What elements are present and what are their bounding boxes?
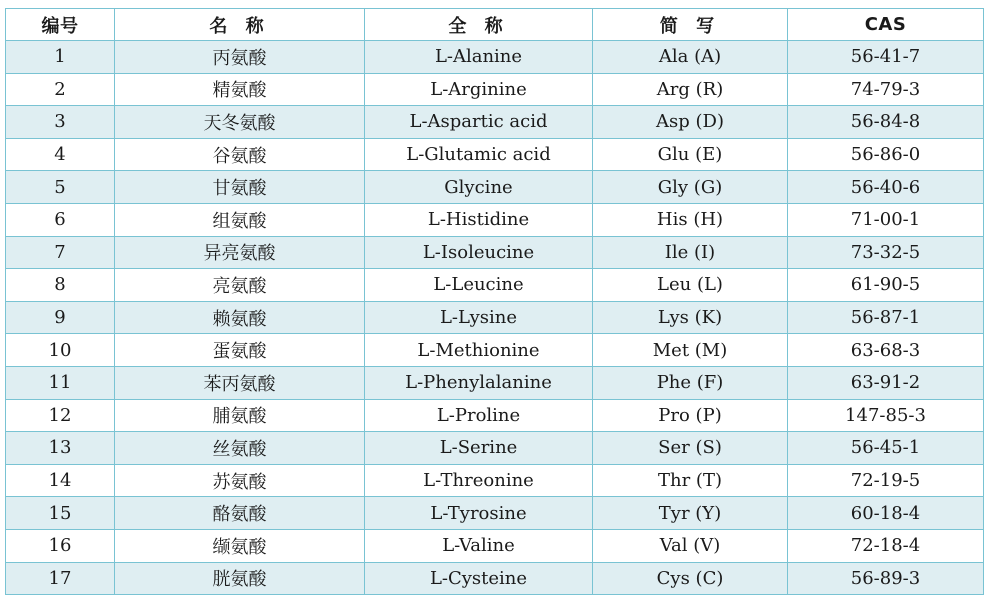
table-body xyxy=(6,41,984,595)
table-row xyxy=(6,366,984,399)
cell-abbreviation: Tyr (Y) xyxy=(593,497,788,530)
cell-abbreviation: Glu (E) xyxy=(593,138,788,171)
table-row xyxy=(6,464,984,497)
cell-chinese-name: 丙氨酸 xyxy=(115,41,365,74)
cell-number: 12 xyxy=(6,399,115,432)
cell-cas-number: 73-32-5 xyxy=(788,236,984,269)
table-row xyxy=(6,73,984,106)
cell-chinese-name: 谷氨酸 xyxy=(115,138,365,171)
cell-cas-number: 74-79-3 xyxy=(788,73,984,106)
table-header xyxy=(6,9,984,41)
cell-full-name: L-Lysine xyxy=(365,301,593,334)
cell-number: 9 xyxy=(6,301,115,334)
cell-cas-number: 56-89-3 xyxy=(788,562,984,595)
cell-number: 5 xyxy=(6,171,115,204)
cell-full-name: L-Proline xyxy=(365,399,593,432)
table-row xyxy=(6,497,984,530)
cell-abbreviation: Phe (F) xyxy=(593,366,788,399)
table-row xyxy=(6,138,984,171)
cell-abbreviation: Cys (C) xyxy=(593,562,788,595)
cell-full-name: L-Glutamic acid xyxy=(365,138,593,171)
cell-chinese-name: 缬氨酸 xyxy=(115,529,365,562)
table-row xyxy=(6,236,984,269)
cell-abbreviation: His (H) xyxy=(593,203,788,236)
table-row xyxy=(6,106,984,139)
cell-number: 4 xyxy=(6,138,115,171)
cell-chinese-name: 异亮氨酸 xyxy=(115,236,365,269)
cell-cas-number: 63-91-2 xyxy=(788,366,984,399)
document-page xyxy=(5,8,983,595)
cell-abbreviation: Ile (I) xyxy=(593,236,788,269)
cell-cas-number: 72-18-4 xyxy=(788,529,984,562)
cell-cas-number: 72-19-5 xyxy=(788,464,984,497)
cell-cas-number: 56-87-1 xyxy=(788,301,984,334)
table-row xyxy=(6,529,984,562)
table-row xyxy=(6,269,984,302)
cell-chinese-name: 苏氨酸 xyxy=(115,464,365,497)
cell-number: 2 xyxy=(6,73,115,106)
cell-cas-number: 147-85-3 xyxy=(788,399,984,432)
cell-number: 14 xyxy=(6,464,115,497)
header-number: 编号 xyxy=(6,9,115,41)
cell-number: 6 xyxy=(6,203,115,236)
cell-cas-number: 61-90-5 xyxy=(788,269,984,302)
cell-chinese-name: 苯丙氨酸 xyxy=(115,366,365,399)
cell-abbreviation: Arg (R) xyxy=(593,73,788,106)
cell-abbreviation: Gly (G) xyxy=(593,171,788,204)
cell-chinese-name: 亮氨酸 xyxy=(115,269,365,302)
amino-acid-table xyxy=(5,8,984,595)
cell-abbreviation: Ala (A) xyxy=(593,41,788,74)
table-row xyxy=(6,562,984,595)
cell-cas-number: 56-40-6 xyxy=(788,171,984,204)
cell-full-name: L-Leucine xyxy=(365,269,593,302)
cell-abbreviation: Ser (S) xyxy=(593,432,788,465)
table-row xyxy=(6,301,984,334)
cell-cas-number: 56-45-1 xyxy=(788,432,984,465)
cell-chinese-name: 甘氨酸 xyxy=(115,171,365,204)
header-abbreviation: 简 写 xyxy=(593,9,788,41)
cell-number: 16 xyxy=(6,529,115,562)
cell-abbreviation: Met (M) xyxy=(593,334,788,367)
cell-chinese-name: 丝氨酸 xyxy=(115,432,365,465)
cell-chinese-name: 天冬氨酸 xyxy=(115,106,365,139)
cell-full-name: L-Isoleucine xyxy=(365,236,593,269)
cell-abbreviation: Lys (K) xyxy=(593,301,788,334)
cell-cas-number: 56-86-0 xyxy=(788,138,984,171)
cell-chinese-name: 酪氨酸 xyxy=(115,497,365,530)
cell-number: 7 xyxy=(6,236,115,269)
cell-abbreviation: Asp (D) xyxy=(593,106,788,139)
header-full-name: 全 称 xyxy=(365,9,593,41)
cell-abbreviation: Thr (T) xyxy=(593,464,788,497)
cell-cas-number: 63-68-3 xyxy=(788,334,984,367)
cell-cas-number: 60-18-4 xyxy=(788,497,984,530)
cell-full-name: L-Cysteine xyxy=(365,562,593,595)
cell-number: 10 xyxy=(6,334,115,367)
cell-cas-number: 56-41-7 xyxy=(788,41,984,74)
cell-full-name: L-Alanine xyxy=(365,41,593,74)
cell-full-name: L-Serine xyxy=(365,432,593,465)
table-row xyxy=(6,432,984,465)
header-name: 名 称 xyxy=(115,9,365,41)
table-row xyxy=(6,41,984,74)
cell-number: 15 xyxy=(6,497,115,530)
table-row xyxy=(6,203,984,236)
cell-number: 17 xyxy=(6,562,115,595)
cell-chinese-name: 赖氨酸 xyxy=(115,301,365,334)
cell-full-name: L-Aspartic acid xyxy=(365,106,593,139)
cell-full-name: L-Valine xyxy=(365,529,593,562)
header-cas: CAS xyxy=(788,9,984,41)
header-row xyxy=(6,9,984,41)
cell-chinese-name: 精氨酸 xyxy=(115,73,365,106)
cell-full-name: L-Tyrosine xyxy=(365,497,593,530)
cell-full-name: L-Arginine xyxy=(365,73,593,106)
cell-chinese-name: 脯氨酸 xyxy=(115,399,365,432)
cell-number: 8 xyxy=(6,269,115,302)
cell-chinese-name: 胱氨酸 xyxy=(115,562,365,595)
cell-abbreviation: Pro (P) xyxy=(593,399,788,432)
cell-number: 1 xyxy=(6,41,115,74)
cell-number: 11 xyxy=(6,366,115,399)
cell-cas-number: 56-84-8 xyxy=(788,106,984,139)
table-row xyxy=(6,399,984,432)
cell-full-name: L-Methionine xyxy=(365,334,593,367)
cell-full-name: L-Histidine xyxy=(365,203,593,236)
table-row xyxy=(6,171,984,204)
cell-abbreviation: Leu (L) xyxy=(593,269,788,302)
cell-abbreviation: Val (V) xyxy=(593,529,788,562)
cell-full-name: Glycine xyxy=(365,171,593,204)
cell-number: 13 xyxy=(6,432,115,465)
cell-number: 3 xyxy=(6,106,115,139)
cell-chinese-name: 蛋氨酸 xyxy=(115,334,365,367)
cell-full-name: L-Threonine xyxy=(365,464,593,497)
cell-full-name: L-Phenylalanine xyxy=(365,366,593,399)
cell-chinese-name: 组氨酸 xyxy=(115,203,365,236)
cell-cas-number: 71-00-1 xyxy=(788,203,984,236)
table-row xyxy=(6,334,984,367)
